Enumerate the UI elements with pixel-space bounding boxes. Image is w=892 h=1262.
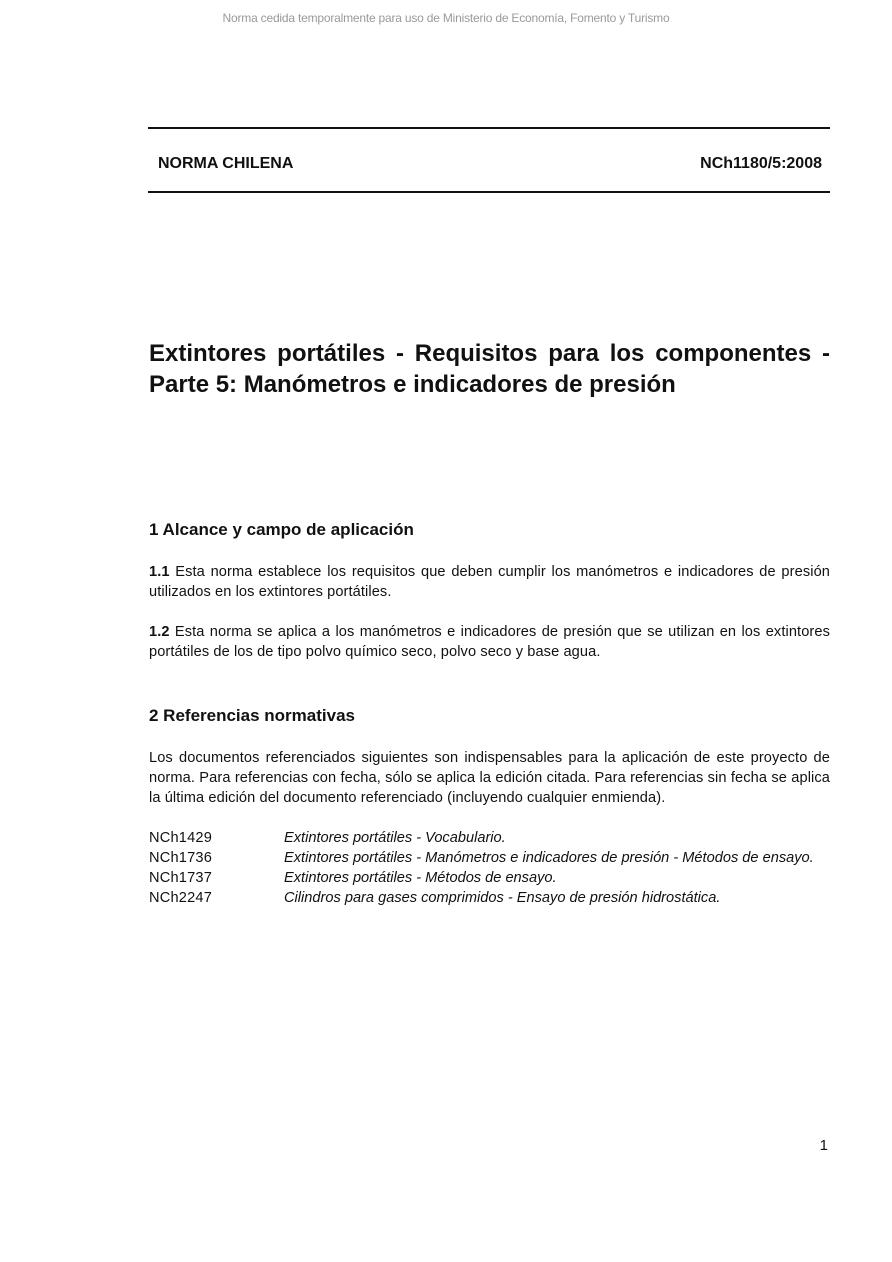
clause-number: 1.2: [149, 624, 170, 640]
reference-title: Extintores portátiles - Métodos de ensayo.: [284, 870, 557, 886]
header-label: NORMA CHILENA: [158, 155, 294, 172]
reference-title: Extintores portátiles - Vocabulario.: [284, 830, 506, 846]
standard-code: NCh1180/5:2008: [700, 155, 822, 172]
section-1-heading: 1 Alcance y campo de aplicación: [149, 520, 414, 539]
reference-item: [149, 868, 830, 888]
reference-code: NCh1736: [149, 850, 213, 866]
section-2-intro: Los documentos referenciados siguientes son indispensables para la aplicación de este proyecto de norma. Para referencias con fecha, sólo se aplica la edición citada. Para referencias sin fecha se aplica la última edición del documento referenciado (incluyendo cualquier enmienda).: [149, 750, 830, 806]
reference-title: Extintores portátiles - Manómetros e indicadores de presión - Métodos de ensayo.: [284, 850, 814, 866]
reference-title: Cilindros para gases comprimidos - Ensayo de presión hidrostática.: [284, 890, 721, 906]
clause-1-2: [149, 622, 830, 662]
watermark: Norma cedida temporalmente para uso de Ministerio de Economía, Fomento y Turismo: [222, 11, 670, 25]
reference-list: [149, 828, 830, 908]
reference-code: NCh1737: [149, 870, 213, 886]
header-bottom-rule: [148, 191, 830, 193]
page-number: 1: [819, 1137, 828, 1154]
reference-item: [149, 828, 830, 848]
clause-1-1: [149, 562, 830, 602]
document-header: [158, 155, 822, 173]
section-1: [149, 520, 830, 662]
reference-item: [149, 848, 830, 868]
reference-item: [149, 888, 830, 908]
reference-code: NCh1429: [149, 830, 213, 846]
section-2-heading: 2 Referencias normativas: [149, 706, 355, 725]
section-2: [149, 706, 830, 908]
clause-text: Esta norma establece los requisitos que deben cumplir los manómetros e indicadores de presión utilizados en los extintores portátiles.: [149, 564, 830, 600]
document-title: Extintores portátiles - Requisitos para los componentes - Parte 5: Manómetros e indicadores de presión: [149, 340, 830, 398]
header-top-rule: [148, 127, 830, 129]
clause-number: 1.1: [149, 564, 170, 580]
clause-text: Esta norma se aplica a los manómetros e indicadores de presión que se utilizan en los extintores portátiles de los de tipo polvo químico seco, polvo seco y base agua.: [149, 624, 830, 660]
reference-code: NCh2247: [149, 890, 213, 906]
